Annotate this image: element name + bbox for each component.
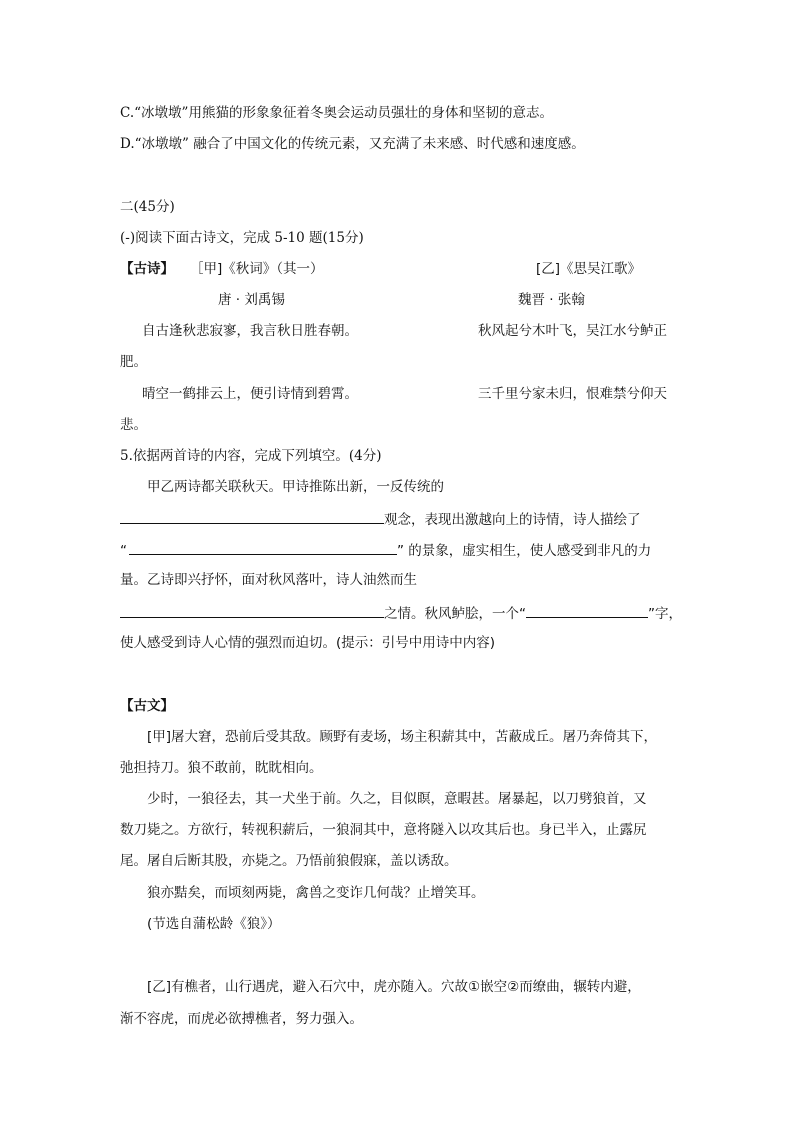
prose-jia-p2-b: 数刀毙之。方欲行，转视积薪后，一狼洞其中，意将隧入以攻其后也。身已半入，止露尻 bbox=[120, 822, 647, 838]
question-5-text-6: ”字， bbox=[648, 606, 682, 622]
prose-source: (节选自蒲松龄《狼》） bbox=[147, 916, 281, 932]
poem-yi-line2-wrap: 悲。 bbox=[120, 417, 147, 433]
answer-blank-2[interactable] bbox=[129, 540, 397, 555]
poem-yi-author: 魏晋 · 张翰 bbox=[518, 292, 585, 308]
poem-jia-author: 唐 · 刘禹锡 bbox=[218, 292, 285, 308]
question-5-text-2: 观念，表现出激越向上的诗情，诗人描绘了 bbox=[384, 512, 641, 528]
prose-label: 【古文】 bbox=[120, 698, 174, 714]
poem-yi-line1-wrap: 肥。 bbox=[120, 354, 147, 370]
poem-yi-line2: 三千里兮家未归，恨难禁兮仰天 bbox=[478, 386, 667, 402]
question-5-hint: 使人感受到诗人心情的强烈而迫切。(提示：引号中用诗中内容) bbox=[120, 635, 496, 651]
question-5-text-4: 量。乙诗即兴抒怀，面对秋风落叶，诗人油然而生 bbox=[120, 572, 417, 588]
poem-yi-title: [乙]《思吴江歌》 bbox=[536, 261, 642, 277]
option-d: D.“冰墩墩” 融合了中国文化的传统元素，又充满了未来感、时代感和速度感。 bbox=[120, 136, 585, 152]
prose-jia-p2-c: 尾。屠自后断其股，亦毙之。乃悟前狼假寐，盖以诱敌。 bbox=[120, 853, 458, 869]
prose-jia-p1-a: [甲]屠大窘，恐前后受其敌。顾野有麦场，场主积薪其中，苫蔽成丘。屠乃奔倚其下， bbox=[147, 729, 658, 745]
question-5-text-3: ” 的景象，虚实相生，使人感受到非凡的力 bbox=[397, 543, 652, 559]
prose-yi-p1-a: [乙]有樵者，山行遇虎，避入石穴中，虎亦随入。穴故①嵌空②而缭曲，辗转内避， bbox=[147, 979, 641, 995]
question-5-stem: 5.依据两首诗的内容，完成下列填空。(4分) bbox=[120, 448, 382, 464]
prose-jia-p3: 狼亦黠矣，而顷刻两毙，禽兽之变诈几何哉？止增笑耳。 bbox=[147, 885, 485, 901]
poem-yi-line1: 秋风起兮木叶飞，吴江水兮鲈正 bbox=[478, 323, 667, 339]
fill-line-3 bbox=[120, 603, 682, 623]
answer-blank-3[interactable] bbox=[120, 603, 384, 618]
prose-jia-p1-b: 弛担持刀。狼不敢前，眈眈相向。 bbox=[120, 760, 323, 776]
poem-jia-title: ［甲]《秋词》（其一） bbox=[190, 261, 324, 277]
section-heading: 二(45分) bbox=[120, 199, 175, 215]
poem-label: 【古诗】 bbox=[120, 261, 174, 277]
poem-jia-line2: 晴空一鹤排云上，便引诗情到碧霄。 bbox=[142, 386, 358, 402]
poem-jia-line1: 自古逢秋悲寂寥，我言秋日胜春朝。 bbox=[142, 323, 358, 339]
fill-line-1 bbox=[120, 509, 641, 529]
prose-jia-p2-a: 少时，一狼径去，其一犬坐于前。久之，目似瞑，意暇甚。屠暴起，以刀劈狼首，又 bbox=[147, 791, 647, 807]
prose-yi-p1-b: 渐不容虎，而虎必欲搏樵者，努力强入。 bbox=[120, 1011, 363, 1027]
question-5-text-1: 甲乙两诗都关联秋天。甲诗推陈出新，一反传统的 bbox=[147, 479, 444, 495]
fill-line-2 bbox=[120, 540, 651, 560]
answer-blank-4[interactable] bbox=[526, 603, 648, 618]
open-quote: “ bbox=[120, 543, 127, 559]
question-5-text-5: 之情。秋风鲈脍，一个“ bbox=[384, 606, 526, 622]
section-subheading: (-)阅读下面古诗文，完成 5-10 题(15分) bbox=[120, 230, 364, 246]
answer-blank-1[interactable] bbox=[120, 509, 384, 524]
option-c: C.“冰墩墩”用熊猫的形象象征着冬奥会运动员强壮的身体和坚韧的意志。 bbox=[120, 105, 553, 121]
